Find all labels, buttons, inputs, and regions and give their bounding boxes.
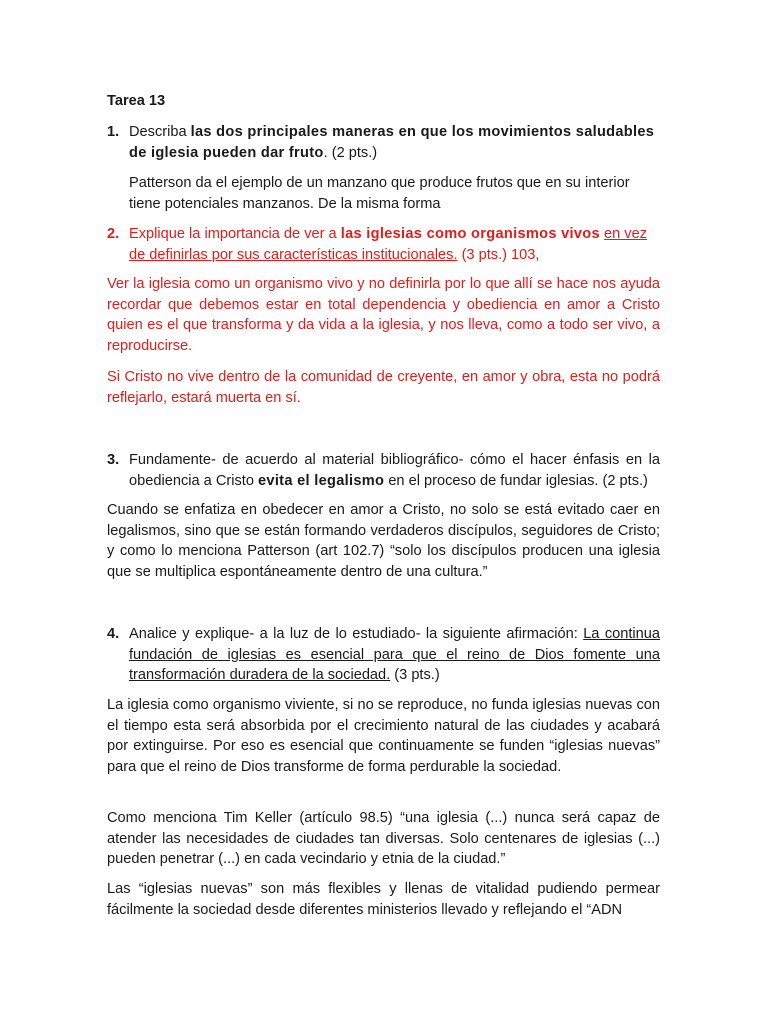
question-1-points: . (2 pts.) <box>323 144 378 161</box>
question-2 <box>129 224 660 265</box>
question-3-number: 3. <box>107 452 120 468</box>
question-3-intro: Fundamente- de acuerdo al material bibliográfico- cómo el hacer énfasis en la obediencia a Cristo <box>129 452 660 489</box>
question-2-intro: Explique la importancia de ver a <box>129 226 341 242</box>
answer-4-paragraph-1: La iglesia como organismo viviente, si no se reproduce, no funda iglesias nuevas con el tiempo esta será absorbida por el crecimiento natural de las ciudades y acabará por extinguirse. Por eso es esencial que continuamente se funden “iglesias nuevas” para que el reino de Dios transforme de forma perdurable la sociedad. <box>107 697 660 775</box>
question-3-emphasis: evita el legalismo <box>258 472 385 489</box>
question-2-underlined: en vez de definirlas por sus características institucionales. <box>129 226 648 263</box>
answer-2-paragraph-2: Si Cristo no vive dentro de la comunidad de creyente, en amor y obra, esta no podrá reflejarlo, estará muerta en sí. <box>107 369 660 406</box>
question-3 <box>129 450 660 491</box>
answer-1: Patterson da el ejemplo de un manzano que produce frutos que en su interior tiene potenciales manzanos. De la misma forma <box>129 175 630 212</box>
question-3-points: en el proceso de fundar iglesias. (2 pts.) <box>384 472 648 489</box>
answer-4-paragraph-3: Las “iglesias nuevas” son más flexibles y llenas de vitalidad pudiendo permear fácilmente la sociedad desde diferentes ministerios llevado y reflejando el “ADN <box>107 881 660 918</box>
question-1-number: 1. <box>107 124 120 140</box>
question-4-number: 4. <box>107 626 120 642</box>
question-1-intro: Describa <box>129 124 191 140</box>
question-4-points: (3 pts.) <box>390 667 440 683</box>
question-4-intro: Analice y explique- a la luz de lo estudiado- la siguiente afirmación: <box>129 626 584 642</box>
answer-4-paragraph-2: Como menciona Tim Keller (artículo 98.5) “una iglesia (...) nunca será capaz de atender las necesidades de ciudades tan diversas. Solo centenares de iglesias (...) pueden penetrar (...) en cada vecindario y etnia de la ciudad.” <box>107 810 660 867</box>
question-4 <box>129 624 660 686</box>
answer-2-paragraph-1: Ver la iglesia como un organismo vivo y no definirla por lo que allí se hace nos ayuda recordar que debemos estar en total dependencia y obediencia en amor a Cristo quien es el que transforma y da vida a la iglesia, y nos lleva, como a todo ser vivo, a reproducirse. <box>107 276 660 354</box>
question-4-underlined: La continua fundación de iglesias es esencial para que el reino de Dios fomente una transformación duradera de la sociedad. <box>129 626 660 683</box>
document-title: Tarea 13 <box>107 93 166 109</box>
question-2-emphasis: las iglesias como organismos vivos <box>340 226 600 242</box>
question-1-emphasis: las dos principales maneras en que los movimientos saludables de iglesia pueden dar fruto <box>129 124 655 161</box>
question-1 <box>129 122 660 163</box>
question-2-number: 2. <box>107 226 120 242</box>
question-2-points: (3 pts.) 103, <box>457 246 540 263</box>
answer-3: Cuando se enfatiza en obedecer en amor a Cristo, no solo se está evitado caer en legalismos, sino que se están formando verdaderos discípulos, seguidores de Cristo; y como lo menciona Patterson (art 102.7) “solo los discípulos producen una iglesia que se multiplica espontáneamente dentro de una cultura.” <box>107 502 660 580</box>
